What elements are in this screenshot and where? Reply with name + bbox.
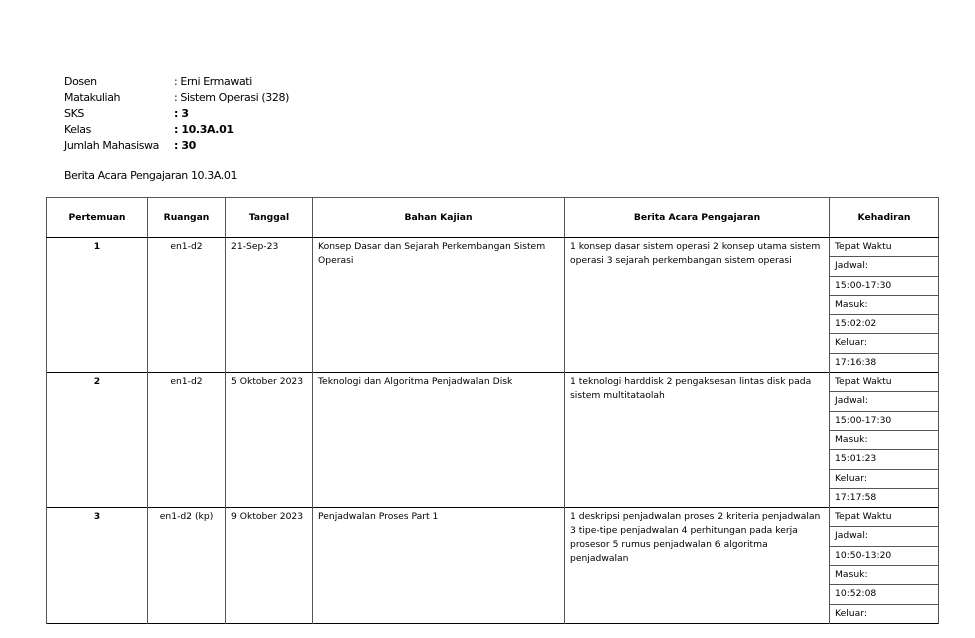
kehadiran-keluar-label: Keluar: [830, 470, 938, 489]
info-row-matakuliah [64, 90, 289, 106]
table-row [47, 508, 939, 624]
kehadiran-masuk-value: 15:02:02 [830, 315, 938, 334]
kelas-value: : 10.3A.01 [174, 123, 234, 136]
course-info [64, 74, 289, 154]
kehadiran-masuk-label: Masuk: [830, 296, 938, 315]
matakuliah-value: : Sistem Operasi (328) [174, 91, 289, 104]
sks-value: : 3 [174, 107, 189, 120]
info-row-sks [64, 106, 289, 122]
header-berita-acara: Berita Acara Pengajaran [565, 198, 830, 238]
pertemuan-cell: 3 [47, 508, 148, 624]
tanggal-cell: 9 Oktober 2023 [226, 508, 313, 624]
dosen-value: : Erni Ermawati [174, 75, 252, 88]
kehadiran-status: Tepat Waktu [830, 508, 938, 527]
kehadiran-masuk-value: 15:01:23 [830, 450, 938, 469]
bahan-kajian-cell: Penjadwalan Proses Part 1 [313, 508, 565, 624]
bahan-kajian-cell: Teknologi dan Algoritma Penjadwalan Disk [313, 373, 565, 508]
ruangan-cell: en1-d2 (kp) [148, 508, 226, 624]
kehadiran-keluar-label: Keluar: [830, 334, 938, 353]
kehadiran-jadwal-label: Jadwal: [830, 392, 938, 411]
header-kehadiran: Kehadiran [830, 198, 939, 238]
bahan-kajian-cell: Konsep Dasar dan Sejarah Perkembangan Sistem Operasi [313, 238, 565, 373]
jumlah-mahasiswa-label: Jumlah Mahasiswa [64, 139, 159, 152]
table-row [47, 373, 939, 508]
kehadiran-keluar-value: 17:17:58 [835, 491, 877, 503]
kehadiran-masuk-label: Masuk: [830, 431, 938, 450]
kehadiran-jadwal-label: Jadwal: [830, 257, 938, 276]
kehadiran-cell [830, 508, 939, 624]
berita-acara-table [46, 197, 939, 624]
info-row-kelas [64, 122, 289, 138]
kehadiran-keluar-value: 17:16:38 [835, 356, 877, 368]
sks-label: SKS [64, 107, 84, 120]
kelas-label: Kelas [64, 123, 91, 136]
table-header-row [47, 198, 939, 238]
header-ruangan: Ruangan [148, 198, 226, 238]
table-row [47, 238, 939, 373]
kehadiran-jadwal-value: 15:00-17:30 [830, 277, 938, 296]
ruangan-cell: en1-d2 [148, 373, 226, 508]
pertemuan-cell: 1 [47, 238, 148, 373]
berita-acara-cell: 1 teknologi harddisk 2 pengaksesan lintas disk pada sistem multitataolah [565, 373, 830, 508]
kehadiran-cell [830, 373, 939, 508]
kehadiran-jadwal-value: 15:00-17:30 [830, 412, 938, 431]
kehadiran-jadwal-label: Jadwal: [830, 527, 938, 546]
header-pertemuan: Pertemuan [47, 198, 148, 238]
kehadiran-status: Tepat Waktu [830, 373, 938, 392]
ruangan-cell: en1-d2 [148, 238, 226, 373]
pertemuan-cell: 2 [47, 373, 148, 508]
kehadiran-masuk-value: 10:52:08 [830, 585, 938, 604]
jumlah-mahasiswa-value: : 30 [174, 139, 196, 152]
dosen-label: Dosen [64, 75, 97, 88]
kehadiran-cell [830, 238, 939, 373]
berita-acara-cell: 1 konsep dasar sistem operasi 2 konsep utama sistem operasi 3 sejarah perkembangan sistem operasi [565, 238, 830, 373]
kehadiran-status: Tepat Waktu [830, 238, 938, 257]
header-bahan-kajian: Bahan Kajian [313, 198, 565, 238]
info-row-dosen [64, 74, 289, 90]
tanggal-cell: 5 Oktober 2023 [226, 373, 313, 508]
kehadiran-jadwal-value: 10:50-13:20 [830, 547, 938, 566]
page-subtitle: Berita Acara Pengajaran 10.3A.01 [64, 169, 238, 182]
header-tanggal: Tanggal [226, 198, 313, 238]
info-row-jumlah [64, 138, 289, 154]
matakuliah-label: Matakuliah [64, 91, 121, 104]
tanggal-cell: 21-Sep-23 [226, 238, 313, 373]
berita-acara-cell: 1 deskripsi penjadwalan proses 2 kriteria penjadwalan 3 tipe-tipe penjadwalan 4 perhitungan pada kerja prosesor 5 rumus penjadwalan 6 algoritma penjadwalan [565, 508, 830, 624]
kehadiran-masuk-label: Masuk: [830, 566, 938, 585]
kehadiran-keluar-label: Keluar: [835, 607, 867, 619]
